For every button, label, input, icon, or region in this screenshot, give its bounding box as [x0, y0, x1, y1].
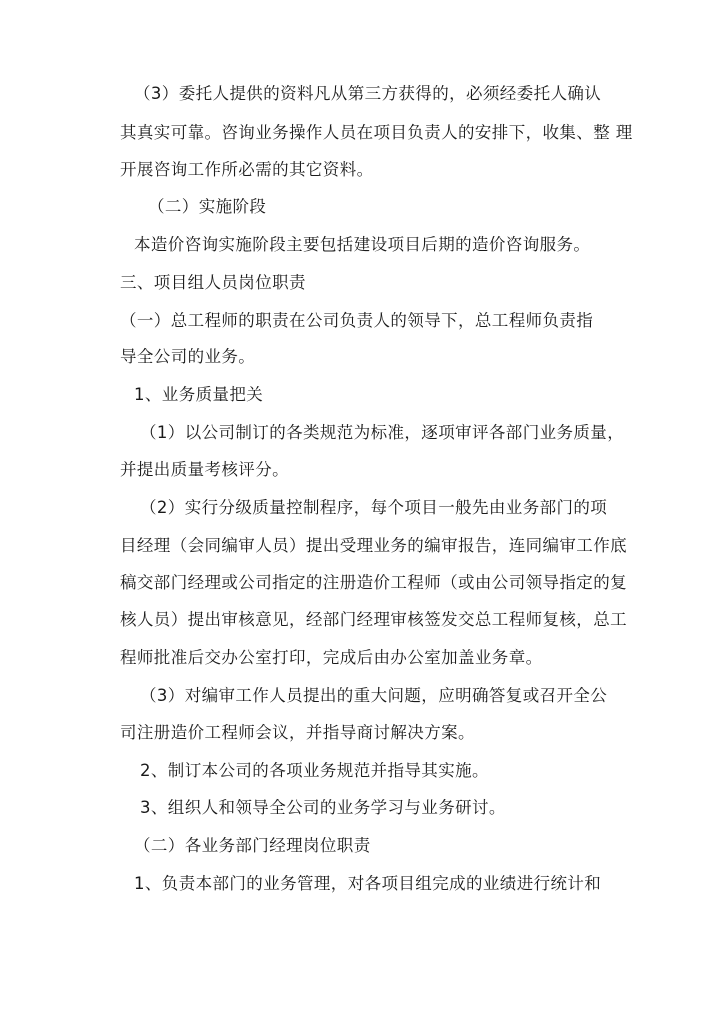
paragraph-line: 程师批准后交办公室打印，完成后由办公室加盖业务章。: [120, 648, 543, 667]
paragraph-line: （3）委托人提供的资料凡从第三方获得的，必须经委托人确认: [134, 84, 602, 103]
paragraph-line: （3）对编审工作人员提出的重大问题，应明确答复或召开全公: [140, 686, 608, 705]
paragraph-line: 1、负责本部门的业务管理，对各项目组完成的业绩进行统计和: [134, 874, 602, 893]
paragraph-line: （1）以公司制订的各类规范为标准，逐项审评各部门业务质量，: [140, 423, 625, 442]
paragraph-line: 司注册造价工程师会议，并指导商讨解决方案。: [120, 723, 475, 742]
section-heading: （二）各业务部门经理岗位职责: [134, 836, 371, 855]
paragraph-line: 导全公司的业务。: [120, 347, 256, 366]
paragraph-line: 其真实可靠。咨询业务操作人员在项目负责人的安排下，收集、整 理: [120, 123, 633, 142]
section-heading: 三、项目组人员岗位职责: [120, 273, 306, 292]
paragraph-line: 2、制订本公司的各项业务规范并指导其实施。: [140, 761, 489, 780]
paragraph-line: 核人员）提出审核意见，经部门经理审核签发交总工程师复核，总工: [120, 610, 627, 629]
subsection-heading: 1、业务质量把关: [134, 385, 264, 404]
paragraph-line: 开展咨询工作所必需的其它资料。: [120, 160, 374, 179]
paragraph-line: 并提出质量考核评分。: [120, 460, 289, 479]
paragraph-line: 稿交部门经理或公司指定的注册造价工程师（或由公司领导指定的复: [120, 573, 627, 592]
paragraph-line: 本造价咨询实施阶段主要包括建设项目后期的造价咨询服务。: [134, 235, 591, 254]
paragraph-line: （2）实行分级质量控制程序，每个项目一般先由业务部门的项: [140, 498, 608, 517]
paragraph-line: 3、组织人和领导全公司的业务学习与业务研讨。: [140, 798, 506, 817]
section-heading: （二）实施阶段: [148, 197, 267, 216]
paragraph-line: （一）总工程师的职责在公司负责人的领导下，总工程师负责指: [120, 311, 594, 330]
paragraph-line: 目经理（会同编审人员）提出受理业务的编审报告，连同编审工作底: [120, 536, 627, 555]
